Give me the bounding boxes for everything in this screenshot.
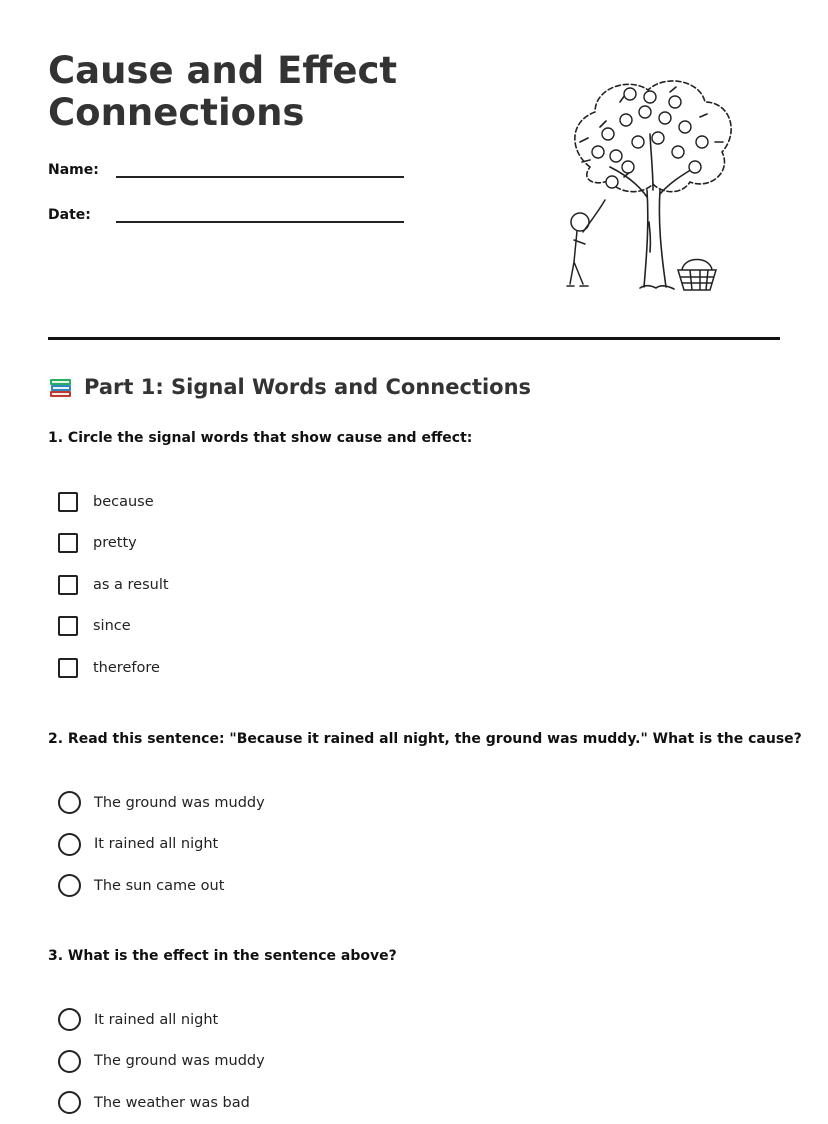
child-figure	[567, 200, 605, 286]
basket	[678, 260, 716, 291]
books-icon	[48, 374, 74, 400]
date-line[interactable]	[116, 205, 404, 223]
q2-option-2[interactable]	[58, 824, 265, 866]
option-label: The ground was muddy	[94, 1053, 265, 1070]
option-label: The weather was bad	[94, 1094, 250, 1111]
part-1-heading-text: Part 1: Signal Words and Connections	[84, 375, 532, 399]
question-2-options	[58, 782, 265, 907]
option-label: pretty	[93, 535, 137, 552]
option-label: It rained all night	[94, 1011, 219, 1028]
option-label: as a result	[93, 576, 169, 593]
checkbox[interactable]	[58, 575, 78, 595]
radio-button[interactable]	[58, 1050, 81, 1073]
q3-option-1[interactable]	[58, 999, 265, 1041]
page-title: Cause and Effect Connections	[48, 49, 398, 134]
radio-button[interactable]	[58, 1008, 81, 1031]
checkbox[interactable]	[58, 492, 78, 512]
part-1-heading	[48, 374, 531, 400]
q3-option-3[interactable]	[58, 1082, 265, 1124]
date-label: Date:	[48, 207, 91, 223]
q1-option-pretty[interactable]	[58, 523, 169, 565]
option-label: therefore	[93, 659, 160, 676]
q1-option-therefore[interactable]	[58, 647, 169, 689]
radio-button[interactable]	[58, 874, 81, 897]
name-label: Name:	[48, 162, 99, 178]
question-3-options	[58, 999, 265, 1124]
option-label: The ground was muddy	[94, 794, 265, 811]
option-label: since	[93, 618, 131, 635]
radio-button[interactable]	[58, 833, 81, 856]
tree-trunk	[644, 190, 666, 287]
checkbox[interactable]	[58, 658, 78, 678]
apple-tree-illustration	[550, 72, 750, 297]
q3-option-2[interactable]	[58, 1041, 265, 1083]
name-line[interactable]	[116, 160, 404, 178]
question-3-prompt: 3. What is the effect in the sentence above?	[48, 948, 397, 964]
checkbox[interactable]	[58, 533, 78, 553]
name-field-row	[48, 160, 404, 178]
option-label: The sun came out	[94, 877, 225, 894]
q1-option-because[interactable]	[58, 481, 169, 523]
q1-option-since[interactable]	[58, 606, 169, 648]
date-field-row	[48, 205, 404, 223]
checkbox[interactable]	[58, 616, 78, 636]
q1-option-as-a-result[interactable]	[58, 564, 169, 606]
q2-option-3[interactable]	[58, 865, 265, 907]
section-divider	[48, 337, 780, 340]
question-1-prompt: 1. Circle the signal words that show cause and effect:	[48, 430, 473, 446]
option-label: It rained all night	[94, 836, 219, 853]
q2-option-1[interactable]	[58, 782, 265, 824]
question-1-options	[58, 481, 169, 689]
radio-button[interactable]	[58, 791, 81, 814]
question-2-prompt: 2. Read this sentence: "Because it rained all night, the ground was muddy." What is the cause?	[48, 731, 802, 747]
option-label: because	[93, 493, 154, 510]
radio-button[interactable]	[58, 1091, 81, 1114]
